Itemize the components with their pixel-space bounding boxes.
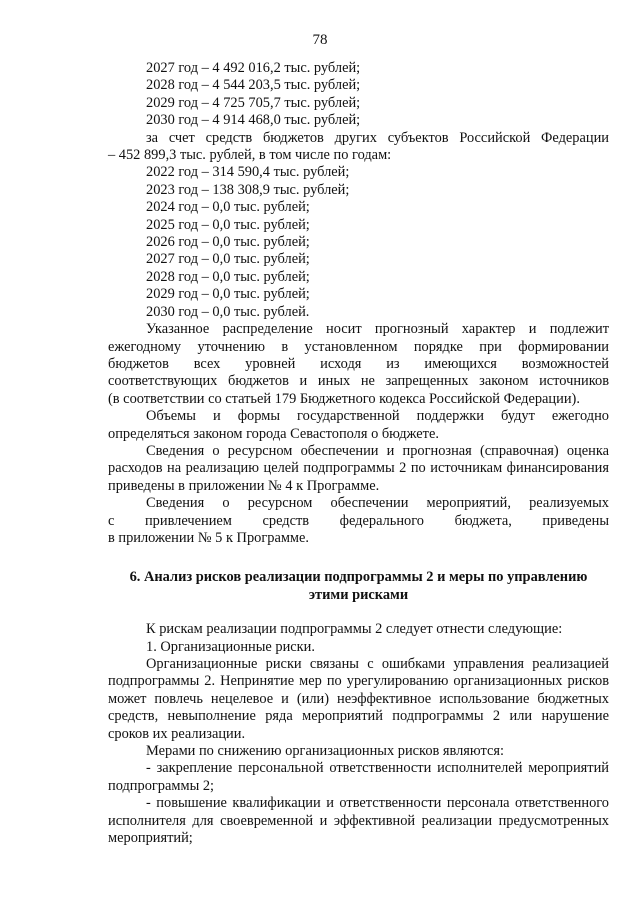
subjects-funding-paragraph [108, 130, 609, 165]
funding-line: 2027 год – 4 492 016,2 тыс. рублей; [146, 60, 361, 76]
paragraph-line: – 452 899,3 тыс. рублей, в том числе по годам: [108, 147, 392, 164]
paragraph-line: подпрограммы 2. Непринятие мер по урегулированию организационных рисков [108, 673, 609, 690]
paragraph-line: подпрограммы 2; [108, 777, 215, 794]
funding-years-block-2 [108, 164, 609, 321]
funding-line: 2022 год – 314 590,4 тыс. рублей; [146, 164, 350, 181]
paragraph-line: определяться законом города Севастополя о бюджете. [108, 425, 439, 442]
funding-line: 2023 год – 138 308,9 тыс. рублей; [146, 181, 350, 198]
bullet-item [108, 795, 609, 847]
funding-line: 2024 год – 0,0 тыс. рублей; [146, 199, 310, 216]
federal-budget-paragraph [108, 495, 609, 547]
paragraph-line: сроков их реализации. [108, 725, 246, 742]
funding-line: 2029 год – 4 725 705,7 тыс. рублей; [146, 94, 361, 111]
distribution-paragraph [108, 321, 609, 408]
funding-line: 2030 год – 0,0 тыс. рублей. [146, 303, 310, 320]
paragraph-line: Объемы и формы государственной поддержки будут ежегодно [146, 408, 609, 425]
paragraph-line: - повышение квалификации и ответственности персонала ответственного [146, 795, 609, 812]
paragraph-line: бюджетов всех уровней исходя из имеющихся возможностей [108, 355, 609, 372]
paragraph-line: Сведения о ресурсном обеспечении мероприятий, реализуемых [146, 495, 609, 512]
organizational-risks-paragraph [108, 656, 609, 743]
funding-line: 2028 год – 4 544 203,5 тыс. рублей; [146, 77, 361, 94]
paragraph-line: К рискам реализации подпрограммы 2 следует отнести следующие: [146, 621, 563, 638]
paragraph-line: расходов на реализацию целей подпрограммы 2 по источникам финансирования [108, 460, 609, 477]
section-heading-line: этими рисками [308, 586, 409, 603]
funding-line: 2029 год – 0,0 тыс. рублей; [146, 286, 310, 303]
paragraph-line: - закрепление персональной ответственности исполнителей мероприятий [146, 760, 609, 777]
paragraph-line: Организационные риски связаны с ошибками управления реализацией [146, 656, 609, 672]
funding-line: 2030 год – 4 914 468,0 тыс. рублей; [146, 112, 361, 129]
paragraph-line: средств, невыполнение ряда мероприятий подпрограммы 2 или нарушение [108, 708, 609, 725]
resources-paragraph [108, 443, 609, 495]
paragraph-line: за счет средств бюджетов других субъектов Российской Федерации [146, 129, 609, 146]
list-item: 1. Организационные риски. [146, 638, 315, 655]
paragraph-line: мероприятий; [108, 830, 193, 847]
page-number: 78 [312, 32, 328, 48]
paragraph-line: приведены в приложении № 4 к Программе. [108, 477, 380, 494]
risks-intro-paragraph [108, 621, 609, 656]
paragraph-line: Мерами по снижению организационных рисков являются: [146, 743, 504, 760]
document-body [108, 60, 609, 847]
state-support-paragraph [108, 408, 609, 443]
paragraph-line: Сведения о ресурсном обеспечении и прогнозная (справочная) оценка [146, 442, 609, 459]
funding-line: 2027 год – 0,0 тыс. рублей; [146, 251, 310, 268]
paragraph-line: Указанное распределение носит прогнозный характер и подлежит [146, 321, 609, 338]
funding-line: 2028 год – 0,0 тыс. рублей; [146, 268, 310, 285]
paragraph-line: ежегодному уточнению в установленном порядке при формировании [108, 338, 609, 355]
paragraph-line: исполнителя для своевременной и эффективной реализации предусмотренных [108, 812, 609, 829]
paragraph-line: (в соответствии со статьей 179 Бюджетного кодекса Российской Федерации). [108, 390, 580, 407]
bullet-item [108, 760, 609, 795]
funding-line: 2026 год – 0,0 тыс. рублей; [146, 234, 310, 251]
funding-years-block-1 [108, 60, 609, 130]
section-heading [108, 569, 609, 604]
section-heading-line: 6. Анализ рисков реализации подпрограммы 2 и меры по управлению [129, 569, 588, 586]
paragraph-line: с привлечением средств федерального бюджета, приведены [108, 512, 609, 529]
paragraph-line: в приложении № 5 к Программе. [108, 529, 310, 546]
paragraph-line: соответствующих бюджетов и иных не запрещенных законом источников [108, 373, 609, 390]
measures-paragraph [108, 743, 609, 760]
paragraph-line: может повлечь нецелевое и (или) неэффективное использование бюджетных [108, 690, 609, 707]
funding-line: 2025 год – 0,0 тыс. рублей; [146, 216, 310, 233]
